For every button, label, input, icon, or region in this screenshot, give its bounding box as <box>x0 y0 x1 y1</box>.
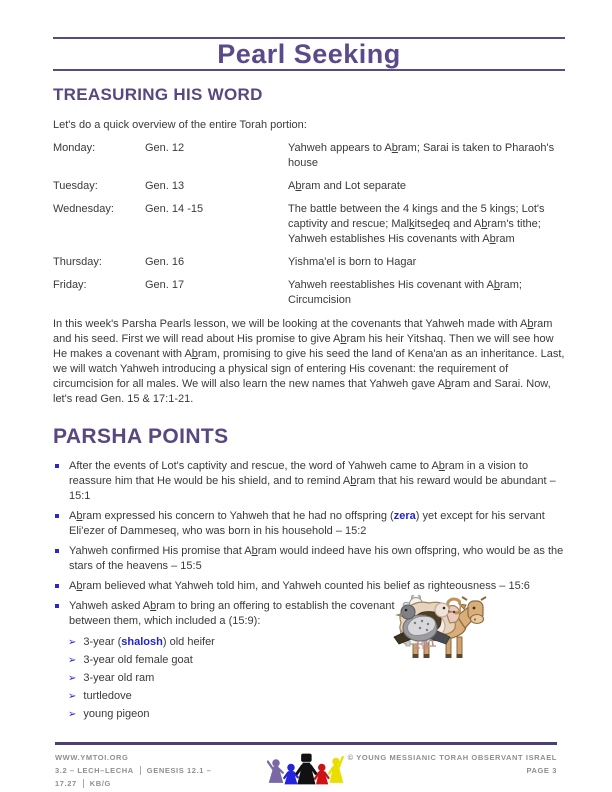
arrow-bullet-icon: ➢ <box>68 709 77 720</box>
footer-logo <box>267 749 345 792</box>
schedule-desc: Yishma'el is born to Hagar <box>288 256 417 268</box>
schedule-day: Friday: <box>53 279 87 291</box>
list-item-text: After the events of Lot's captivity and rescue, the word of Yahweh came to Abram in a vision to reassure him that He would be his shield, and to remind Abram that his reward would be abundant – 15:1 <box>69 460 556 502</box>
footer-copyright: © YOUNG MESSIANIC TORAH OBSERVANT ISRAEL <box>347 753 557 762</box>
offering-animals-illustration <box>391 595 579 740</box>
footer-lesson-meta <box>55 764 267 790</box>
list-item <box>53 579 565 594</box>
arrow-bullet-icon: ➢ <box>68 691 77 702</box>
arrow-bullet-icon: ➢ <box>68 673 77 684</box>
arrow-bullet-icon: ➢ <box>68 655 77 666</box>
square-bullet-icon <box>55 514 59 518</box>
schedule-ref: Gen. 17 <box>145 279 185 291</box>
footer-lesson: 3.2 – LECH–LECHA <box>55 766 134 775</box>
arrow-bullet-icon: ➢ <box>68 637 77 648</box>
square-bullet-icon <box>55 604 59 608</box>
schedule-desc: The battle between the 4 kings and the 5 kings; Lot's captivity and rescue; Malkitsedeq and Abram's tithe; Yahweh establishes His covenants with Abram <box>288 203 545 245</box>
schedule-ref: Gen. 12 <box>145 142 185 154</box>
schedule-day: Thursday: <box>53 256 102 268</box>
schedule-day: Tuesday: <box>53 180 98 192</box>
offering-item-text: 3-year (shalosh) old heifer <box>83 636 215 648</box>
footer-page-number: PAGE 3 <box>526 766 557 775</box>
offering-item-text: turtledove <box>83 690 132 702</box>
list-item-text: Yahweh confirmed His promise that Abram would indeed have his own offspring, who would be as the stars of the heavens – 15:5 <box>69 545 564 572</box>
schedule-ref: Gen. 13 <box>145 180 185 192</box>
page-title: Pearl Seeking <box>217 39 401 69</box>
footer-initials: KB/G <box>83 779 117 788</box>
list-item-text: Abram expressed his concern to Yahweh that he had no offspring (zera) yet except for his servant Eli'ezer of Dammeseq, who was born in his household – 15:2 <box>69 510 545 537</box>
torah-portion-schedule <box>53 141 565 308</box>
square-bullet-icon <box>55 464 59 468</box>
parsha-points-heading: PARSHA POINTS <box>53 425 229 448</box>
schedule-day: Monday: <box>53 142 96 154</box>
footer-reading: GENESIS 12.1 – 17.27 <box>55 766 212 788</box>
list-item <box>53 509 565 539</box>
list-item-text: Yahweh asked Abram to bring an offering to establish the covenant between them, which included a (15:9): <box>69 600 395 627</box>
schedule-desc: Yahweh appears to Abram; Sarai is taken to Pharaoh's house <box>288 142 555 169</box>
schedule-day: Wednesday: <box>53 203 114 215</box>
offering-item-text: 3-year old ram <box>83 672 155 684</box>
list-item <box>53 544 565 574</box>
ymtoi-children-logo-image <box>267 749 345 789</box>
square-bullet-icon <box>55 584 59 588</box>
page-header <box>53 37 565 71</box>
intro-text: Let's do a quick overview of the entire Torah portion: <box>53 119 307 131</box>
schedule-desc: Abram and Lot separate <box>288 180 407 192</box>
schedule-desc: Yahweh reestablishes His covenant with Abram; Circumcision <box>288 279 522 306</box>
footer-right-block <box>345 751 557 777</box>
schedule-ref: Gen. 14 -15 <box>145 203 204 215</box>
schedule-ref: Gen. 16 <box>145 256 185 268</box>
list-item <box>53 459 565 504</box>
offering-item-text: 3-year old female goat <box>83 654 193 666</box>
treasuring-section <box>53 84 565 407</box>
treasuring-heading: TREASURING HIS WORD <box>53 85 263 104</box>
header-rule-bottom <box>53 69 565 71</box>
offering-item-text: young pigeon <box>83 708 150 720</box>
list-item-text: Abram believed what Yahweh told him, and Yahweh counted his belief as righteousness – 15:6 <box>69 580 530 592</box>
pigeon-image <box>391 595 451 651</box>
footer-left-block <box>55 751 267 790</box>
lesson-summary: In this week's Parsha Pearls lesson, we will be looking at the covenants that Yahweh made with Abram and his seed. First we will read about His promise to give Abram his heir Yitshaq. Then we will see how He makes a covenant with Abram, promising to give his seed the land of Kena'an as an inheritance. Last, we will watch Yahweh introducing a physical sign of entering His covenant: the requirement of circumcision for all males. We will also learn the new names that Yahweh gave Abram and Sarai. Now, let's read Gen. 15 & 17:1-21. <box>53 318 565 405</box>
footer-rule <box>55 742 557 745</box>
page-footer <box>55 742 557 792</box>
square-bullet-icon <box>55 549 59 553</box>
footer-website-link[interactable]: WWW.YMTOI.ORG <box>55 753 129 762</box>
